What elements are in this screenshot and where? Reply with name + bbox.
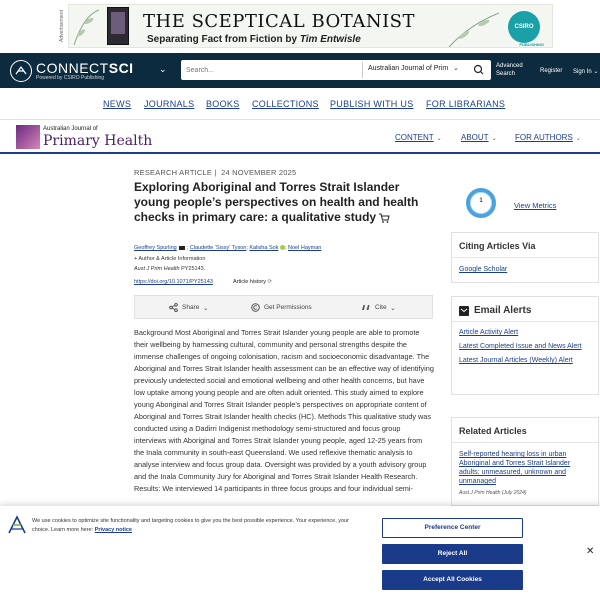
journal-name[interactable]: Primary Health [43, 133, 153, 149]
article-toolbar [134, 295, 433, 319]
connectsci-mark-icon [10, 60, 32, 82]
citing-articles-card [451, 232, 599, 283]
email-icon [459, 306, 469, 316]
orcid-icon[interactable] [280, 245, 285, 250]
author-list: Geoffrey Spurling ; Claudette ‘Sissy’ Tyson; Kalisha Sok ; Noel Hayman [134, 245, 322, 251]
chevron-down-icon: ⌄ [390, 304, 396, 312]
alert-latest-articles[interactable]: Latest Journal Articles (Weekly) Alert [459, 357, 573, 364]
author-link[interactable]: Geoffrey Spurling [134, 245, 177, 251]
email-alerts-card [451, 296, 599, 395]
csiro-logo: CSIRO [508, 11, 540, 43]
altmetric-score: 1 [479, 198, 483, 204]
email-icon[interactable] [179, 246, 185, 250]
google-scholar-link[interactable]: Google Scholar [459, 266, 508, 273]
cookie-consent-banner [0, 506, 600, 600]
brand-subtitle: Powered by CSIRO Publishing [36, 75, 105, 81]
alert-article-activity[interactable]: Article Activity Alert [459, 329, 519, 336]
search-bar [181, 60, 491, 80]
chevron-down-icon[interactable]: ⌄ [159, 64, 167, 74]
share-button[interactable]: Share ⌄ [169, 303, 208, 312]
close-icon[interactable]: ✕ [586, 546, 595, 557]
get-permissions-button[interactable]: Get Permissions [251, 303, 312, 312]
book-cover [107, 7, 129, 45]
doi-link[interactable]: https://doi.org/10.1071/PY25143 [134, 279, 213, 285]
search-button[interactable] [470, 62, 488, 78]
site-navigation [0, 88, 600, 120]
article-abstract: Background Most Aboriginal and Torres Strait Islander young people are able to promote their wellbeing by harnessing cultural, community and personal strengths despite the immense challenges of ongoing colonisation, racism and socioeconomic disadvantage. The Aboriginal and Torres Strait Islander health assessment can be an effective way of identifying previously undetected social and emotional wellbeing and other health concerns, but have low uptake among young people and are often adult oriented. This study aimed to explore young Aboriginal and Torres Strait Islander people’s perspectives on appropriate content of Aboriginal and Torres Strait Islander health checks (HC). Methods This qualitative study was conducted using a Dadirri Indigenist methodology semi-structured and focus group interviews with Aboriginal and Torres Strait Islander young people, aged 12-25 years from the Inala community in south-east Queensland. We used reflexive thematic analysis to analyse interview and focus group data. Oversight was provided by a youth advisory group and the Inala Community Jury for Aboriginal and Torres Strait Islander Health Research. Results: We interviewed 14 participants in three focus groups and four individual semi- [134, 328, 434, 493]
nav-collections[interactable]: COLLECTIONS [252, 99, 319, 109]
register-link[interactable]: Register [540, 68, 563, 74]
advertisement-label: Advertisement [59, 10, 65, 42]
citing-articles-title: Citing Articles Via [459, 241, 536, 251]
csiro-publishing-label: PUBLISHING [519, 42, 544, 47]
related-articles-title: Related Articles [459, 426, 527, 436]
article-title: Exploring Aboriginal and Torres Strait Islander young people’s perspectives on health and health checks in primary care: a qualitative study [134, 180, 419, 224]
article-history-toggle[interactable]: Article history ⟳ [233, 279, 273, 285]
brand-name-bold: SCI [108, 60, 134, 76]
related-article-link[interactable]: Self-reported hearing loss in urban Aboriginal and Torres Strait Islander adults: unmeasured, unknown and unmanaged [459, 451, 571, 485]
ad-subtitle: Separating Fact from Fiction by Tim Entwisle [147, 34, 361, 45]
ad-title: THE SCEPTICAL BOTANIST [143, 11, 416, 32]
author-link[interactable]: Claudette ‘Sissy’ Tyson [189, 245, 247, 251]
author-link[interactable]: Kalisha Sok [249, 245, 279, 251]
author-article-info-toggle[interactable]: + Author & Article Information [134, 256, 206, 262]
author-link[interactable]: Noel Hayman [288, 245, 322, 251]
journal-logo-icon[interactable] [16, 125, 40, 149]
cookie-message: We use cookies to optimize site functionality and targeting cookies to give you the best possible experience. Your experience, your choice. Learn more here: Privacy notice [32, 518, 349, 533]
brand-name: CONNECT [36, 60, 109, 76]
ad-creative[interactable] [68, 4, 553, 48]
preference-center-button[interactable]: Preference Center [382, 518, 523, 538]
advanced-search-link[interactable]: Advanced Search [496, 63, 523, 77]
journal-header [0, 121, 600, 154]
article-meta: RESEARCH ARTICLE | 24 NOVEMBER 2025 [134, 168, 297, 177]
share-icon [169, 303, 178, 312]
signin-link[interactable]: Sign In ⌄ [573, 69, 599, 75]
history-icon: ⟳ [267, 279, 273, 285]
nav-journals[interactable]: JOURNALS [144, 99, 195, 109]
journal-name-small: Australian Journal of [43, 126, 98, 132]
search-scope-select[interactable]: Australian Journal of Prim [362, 62, 450, 78]
leaf-decoration-icon [439, 5, 504, 48]
journal-nav-for-authors[interactable]: FOR AUTHORS ⌄ [515, 133, 581, 142]
citation-text: Aust J Prim Health PY25143. [134, 266, 206, 272]
chevron-down-icon: ⌄ [202, 304, 209, 312]
accept-all-cookies-button[interactable]: Accept All Cookies [382, 570, 523, 590]
chevron-down-icon: ⌄ [491, 136, 497, 142]
journal-nav-content[interactable]: CONTENT ⌄ [395, 133, 442, 142]
nav-publish-with-us[interactable]: PUBLISH WITH US [330, 99, 414, 109]
chevron-down-icon: ⌄ [575, 136, 581, 142]
related-articles-card [451, 417, 599, 506]
nav-for-librarians[interactable]: FOR LIBRARIANS [426, 99, 506, 109]
view-metrics-link[interactable]: View Metrics [514, 201, 557, 210]
related-article-meta: Aust J Prim Health (July 2024) [459, 490, 527, 496]
cite-button[interactable]: Cite ⌄ [361, 303, 396, 312]
quote-icon [361, 303, 371, 312]
article-type: RESEARCH ARTICLE [134, 168, 213, 177]
privacy-notice-link[interactable]: Privacy notice [94, 527, 132, 533]
connectsci-logo[interactable] [10, 58, 134, 84]
reject-all-button[interactable]: Reject All [382, 544, 523, 564]
cart-icon[interactable] [379, 213, 390, 223]
onetrust-logo-icon [6, 514, 28, 536]
search-icon [470, 62, 488, 78]
top-navigation [0, 53, 600, 88]
nav-books[interactable]: BOOKS [206, 99, 240, 109]
nav-news[interactable]: NEWS [103, 99, 132, 109]
email-alerts-title: Email Alerts [474, 305, 532, 316]
advertisement-banner[interactable] [0, 0, 600, 53]
chevron-down-icon: ⌄ [453, 65, 459, 72]
copyright-icon [251, 303, 260, 312]
alert-latest-issue[interactable]: Latest Completed Issue and News Alert [459, 343, 582, 350]
article-date: 24 NOVEMBER 2025 [221, 168, 297, 177]
chevron-down-icon: ⌄ [436, 136, 442, 142]
search-input[interactable] [181, 60, 362, 80]
journal-nav-about[interactable]: ABOUT ⌄ [461, 133, 497, 142]
